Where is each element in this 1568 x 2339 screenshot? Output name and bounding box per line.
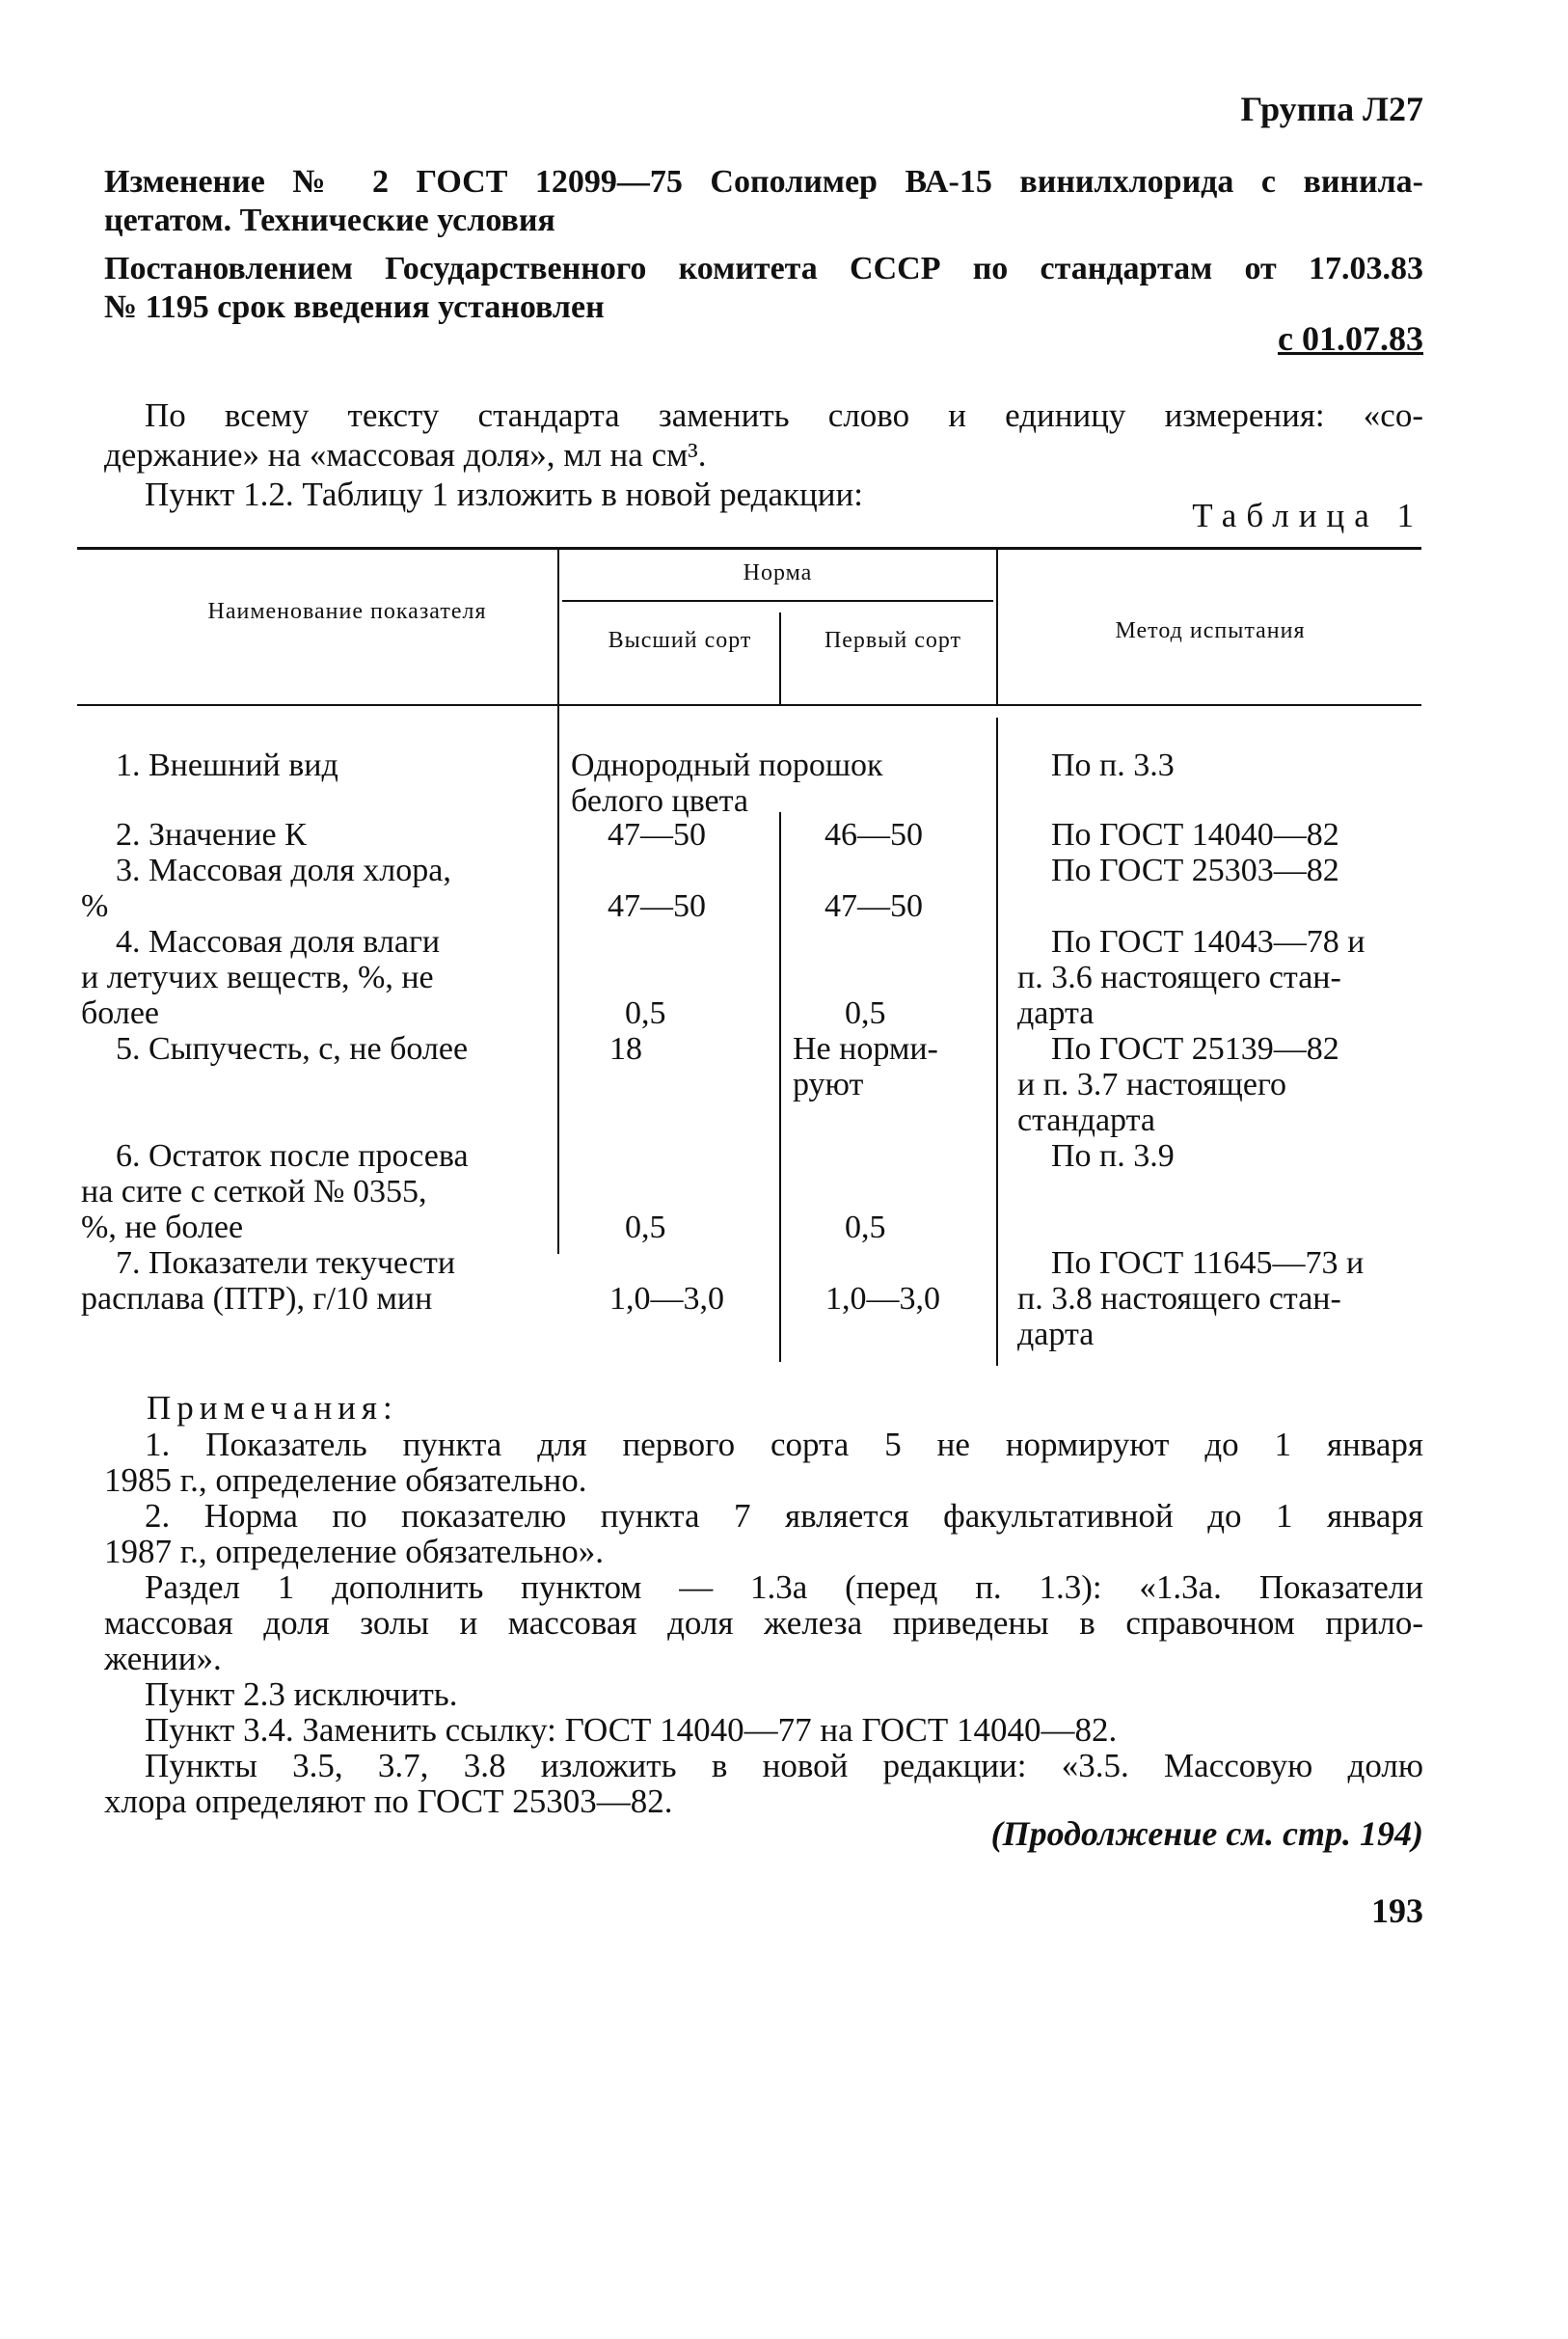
row2-first: 46—50 — [825, 817, 923, 853]
row7-first: 1,0—3,0 — [825, 1281, 940, 1317]
row2-name: 2. Значение К — [116, 817, 307, 853]
row3-first: 47—50 — [825, 888, 923, 924]
row6-first: 0,5 — [845, 1210, 886, 1245]
header-top-grade: Высший сорт — [608, 628, 752, 653]
section1-line3: жении». — [104, 1640, 222, 1677]
page-number: 193 — [1371, 1891, 1423, 1930]
row2-top: 47—50 — [608, 817, 706, 853]
items-3-5-line2: хлора определяют по ГОСТ 25303—82. — [104, 1782, 673, 1820]
items-3-5-line1: Пункты 3.5, 3.7, 3.8 изложить в новой редакции: «3.5. Массовую долю — [145, 1747, 1423, 1784]
amendment-title-line1: Изменение № 2 ГОСТ 12099—75 Сополимер ВА-15 винилхлорида с винила- — [104, 164, 1423, 200]
col-divider-1 — [557, 550, 559, 1254]
row4-first: 0,5 — [845, 995, 886, 1031]
col-divider-3-header — [996, 550, 998, 706]
header-method: Метод испытания — [1115, 618, 1306, 643]
table-top-rule — [77, 547, 1421, 550]
intro-paragraph-line2: держание» на «массовая доля», мл на см³. — [104, 436, 707, 474]
row4-top: 0,5 — [625, 995, 666, 1031]
row6-name-line1: 6. Остаток после просева — [116, 1138, 469, 1174]
row7-method-line3: дарта — [1017, 1317, 1095, 1352]
row5-method-line3: стандарта — [1017, 1102, 1155, 1138]
table-title: Таблица 1 — [1192, 497, 1423, 534]
intro-paragraph-2: Пункт 1.2. Таблицу 1 изложить в новой редакции: — [145, 476, 863, 513]
row4-name-line2: и летучих веществ, %, не — [81, 960, 434, 995]
row5-method-line2: и п. 3.7 настоящего — [1017, 1067, 1287, 1102]
row1-name: 1. Внешний вид — [116, 748, 338, 783]
section1-line1: Раздел 1 дополнить пунктом — 1.3а (перед п. 1.3): «1.3а. Показатели — [145, 1568, 1423, 1606]
header-first-grade: Первый сорт — [824, 628, 962, 653]
item-2-3: Пункт 2.3 исключить. — [145, 1675, 458, 1713]
note1-line1: 1. Показатель пункта для первого сорта 5 не нормируют до 1 января — [145, 1426, 1423, 1463]
row5-first-line1: Не норми- — [793, 1031, 938, 1067]
row6-name-line2: на сите с сеткой № 0355, — [81, 1174, 427, 1210]
row2-method: По ГОСТ 14040—82 — [1051, 817, 1339, 853]
norm-rule — [562, 600, 993, 602]
header-bottom-rule — [77, 704, 1421, 706]
row6-name-line3: %, не более — [81, 1210, 244, 1245]
decree-line2: № 1195 срок введения установлен — [104, 289, 605, 325]
row1-top-line1: Однородный порошок — [571, 748, 883, 783]
row4-method-line1: По ГОСТ 14043—78 и — [1051, 924, 1365, 960]
note2-line1: 2. Норма по показателю пункта 7 является факультативной до 1 января — [145, 1497, 1423, 1535]
note2-line2: 1987 г., определение обязательно». — [104, 1533, 605, 1570]
header-norm: Норма — [743, 560, 813, 585]
row7-method-line1: По ГОСТ 11645—73 и — [1051, 1245, 1365, 1281]
row7-method-line2: п. 3.8 настоящего стан- — [1017, 1281, 1341, 1317]
notes-heading: Примечания: — [147, 1389, 398, 1427]
row3-name-line1: 3. Массовая доля хлора, — [116, 853, 451, 888]
row1-top-line2: белого цвета — [571, 783, 749, 819]
row7-name-line2: расплава (ПТР), г/10 мин — [81, 1281, 433, 1317]
note1-line2: 1985 г., определение обязательно. — [104, 1461, 587, 1499]
row4-method-line3: дарта — [1017, 995, 1095, 1031]
row5-name: 5. Сыпучесть, с, не более — [116, 1031, 469, 1067]
effective-date: с 01.07.83 — [1278, 319, 1423, 358]
row3-top: 47—50 — [608, 888, 706, 924]
row3-method: По ГОСТ 25303—82 — [1051, 853, 1339, 888]
section1-line2: массовая доля золы и массовая доля железа приведены в справочном прило- — [104, 1604, 1423, 1642]
row7-top: 1,0—3,0 — [609, 1281, 724, 1317]
row6-top: 0,5 — [625, 1210, 666, 1245]
row5-method-line1: По ГОСТ 25139—82 — [1051, 1031, 1339, 1067]
row1-method: По п. 3.3 — [1051, 748, 1175, 783]
row7-name-line1: 7. Показатели текучести — [116, 1245, 456, 1281]
group-code: Группа Л27 — [1240, 90, 1423, 128]
row3-name-line2: % — [81, 888, 109, 924]
row4-name-line3: более — [81, 995, 159, 1031]
row5-top: 18 — [609, 1031, 642, 1067]
amendment-title-line2: цетатом. Технические условия — [104, 203, 555, 238]
decree-line1: Постановлением Государственного комитета СССР по стандартам от 17.03.83 — [104, 251, 1423, 286]
item-3-4: Пункт 3.4. Заменить ссылку: ГОСТ 14040—77 на ГОСТ 14040—82. — [145, 1711, 1118, 1749]
col-divider-2-body — [779, 812, 781, 1362]
row5-first-line2: руют — [793, 1067, 864, 1102]
continuation-note: (Продолжение см. стр. 194) — [990, 1814, 1423, 1853]
col-divider-2-header — [779, 612, 781, 706]
row6-method: По п. 3.9 — [1051, 1138, 1175, 1174]
row4-name-line1: 4. Массовая доля влаги — [116, 924, 441, 960]
intro-paragraph-line1: По всему тексту стандарта заменить слово и единицу измерения: «со- — [145, 396, 1423, 434]
header-name: Наименование показателя — [207, 599, 487, 624]
row4-method-line2: п. 3.6 настоящего стан- — [1017, 960, 1341, 995]
col-divider-3-body — [996, 718, 998, 1366]
